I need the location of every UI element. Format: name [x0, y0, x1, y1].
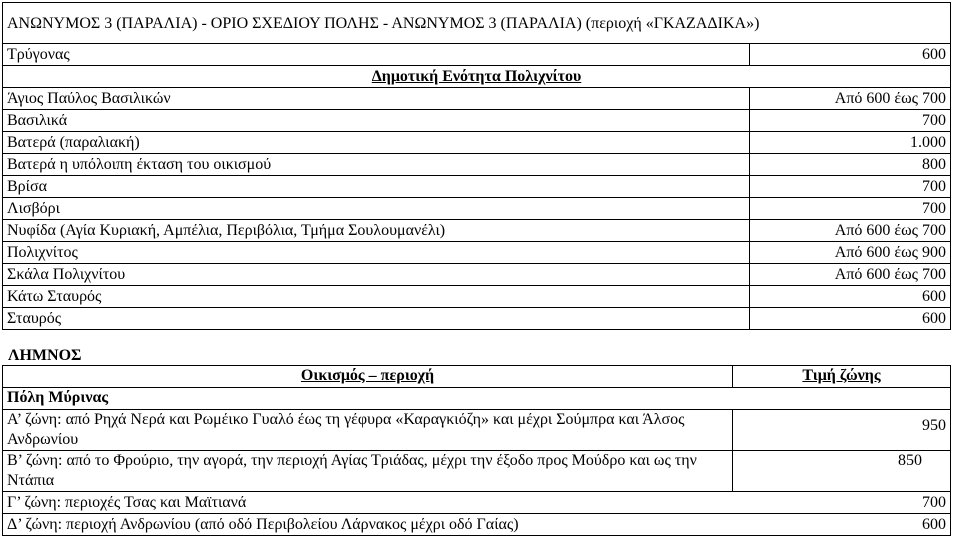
- table-row: [3, 242, 951, 264]
- zone-price: 600: [922, 516, 946, 533]
- settlement-name: Τρύγονας: [3, 44, 750, 66]
- table-row: [3, 451, 951, 492]
- zone-price: 700: [750, 198, 951, 220]
- table-row: [3, 220, 951, 242]
- zone-price: Από 600 έως 700: [750, 88, 951, 110]
- city-header: Πόλη Μύρινας: [3, 388, 951, 410]
- zone-price: 600: [750, 308, 951, 330]
- zone-price: Από 600 έως 900: [750, 242, 951, 264]
- lemnos-heading: ΛΗΜΝΟΣ: [8, 347, 82, 364]
- settlement-name: Κάτω Σταυρός: [3, 286, 750, 308]
- table-row: [3, 176, 951, 198]
- settlement-name: Βρίσα: [3, 176, 750, 198]
- zone-price: Από 600 έως 700: [750, 220, 951, 242]
- zone-price: 600: [750, 286, 951, 308]
- lemnos-price-table: [2, 365, 951, 536]
- table-row: [3, 308, 951, 330]
- table-row: [3, 132, 951, 154]
- settlement-price-table: [2, 2, 951, 330]
- table-row: [3, 492, 951, 514]
- zone-description: Β’ ζώνη: από το Φρούριο, την αγορά, την περιοχή Αγίας Τριάδας, μέχρι την έξοδο προς Μούδρο και ως την Ντάπια: [3, 451, 733, 492]
- zone-description: Α’ ζώνη: από Ρηχά Νερά και Ρωμέικο Γυαλό έως τη γέφυρα «Καραγκιόζη» και μέχρι Σούμπρα και Άλσος Ανδρωνίου: [3, 410, 733, 451]
- column-header-price: Τιμή ζώνης: [733, 366, 951, 388]
- zone-price: 1.000: [750, 132, 951, 154]
- zone-price: 950: [733, 410, 951, 451]
- settlement-name: Άγιος Παύλος Βασιλικών: [3, 88, 750, 110]
- table-row: [3, 286, 951, 308]
- settlement-name: Νυφίδα (Αγία Κυριακή, Αμπέλια, Περιβόλια, Τμήμα Σουλουμανέλι): [3, 220, 750, 242]
- section-header: Δημοτική Ενότητα Πολιχνίτου: [3, 66, 951, 88]
- zone-price: 700: [750, 176, 951, 198]
- table-row: [3, 88, 951, 110]
- zone-description: Γ’ ζώνη: περιοχές Τσας και Μαϊτιανά: [7, 494, 247, 511]
- zone-price: 850: [733, 451, 951, 492]
- zone-price: 700: [750, 110, 951, 132]
- settlement-name: Λισβόρι: [3, 198, 750, 220]
- settlement-name: Πολιχνίτος: [3, 242, 750, 264]
- zone-price: 700: [922, 494, 946, 511]
- anonymous-3-title: ΑΝΩΝΥΜΟΣ 3 (ΠΑΡΑΛΙΑ) - ΟΡΙΟ ΣΧΕΔΙΟΥ ΠΟΛΗΣ - ΑΝΩΝΥΜΟΣ 3 (ΠΑΡΑΛΙΑ) (περιοχή «ΓΚΑΖΑΔΙΚΑ»): [3, 3, 951, 44]
- settlement-name: Βατερά (παραλιακή): [3, 132, 750, 154]
- table-row: [3, 198, 951, 220]
- settlement-name: Σταυρός: [3, 308, 750, 330]
- table-row: [3, 264, 951, 286]
- settlement-name: Σκάλα Πολιχνίτου: [3, 264, 750, 286]
- table-row: [3, 410, 951, 451]
- column-header-settlement: Οικισμός – περιοχή: [3, 366, 733, 388]
- zone-description: Δ’ ζώνη: περιοχή Ανδρωνίου (από οδό Περιβολείου Λάρνακος μέχρι οδό Γαίας): [7, 516, 519, 533]
- table-row: [3, 514, 951, 536]
- table-row: [3, 110, 951, 132]
- zone-price: Από 600 έως 700: [750, 264, 951, 286]
- table-row: [3, 44, 951, 66]
- zone-price: 600: [750, 44, 951, 66]
- zone-price: 800: [750, 154, 951, 176]
- settlement-name: Βασιλικά: [3, 110, 750, 132]
- settlement-name: Βατερά η υπόλοιπη έκταση του οικισμού: [3, 154, 750, 176]
- table-row: [3, 154, 951, 176]
